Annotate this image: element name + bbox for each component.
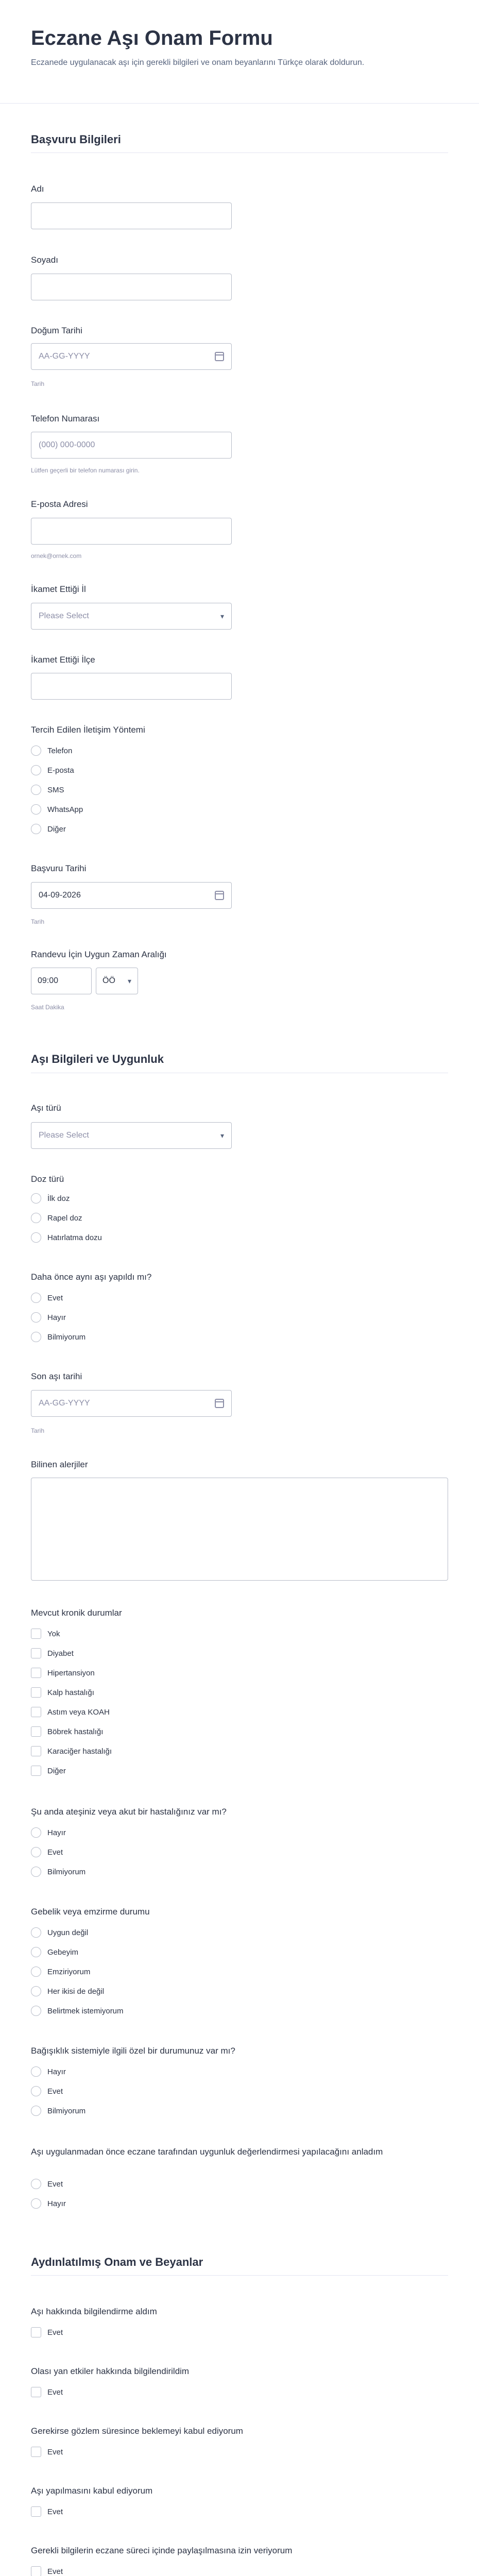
birthdate-placeholder: AA-GG-YYYY bbox=[39, 352, 90, 361]
ampm-value: ÖÖ bbox=[102, 976, 115, 985]
last-date-placeholder: AA-GG-YYYY bbox=[39, 1399, 90, 1408]
name-label: Adı bbox=[31, 184, 44, 194]
radio-button[interactable] bbox=[31, 1312, 41, 1323]
radio-option[interactable]: Hatırlatma dozu bbox=[31, 1232, 102, 1243]
checkbox-option[interactable]: Diyabet bbox=[31, 1648, 74, 1659]
app-date-value: 04-09-2026 bbox=[39, 891, 81, 900]
chronic-label: Mevcut kronik durumlar bbox=[31, 1608, 122, 1618]
checkbox-option[interactable]: Evet bbox=[31, 2327, 63, 2338]
appointment-label: Randevu İçin Uygun Zaman Aralığı bbox=[31, 950, 167, 959]
radio-button[interactable] bbox=[31, 1827, 41, 1838]
form-subtitle: Eczanede uygulanacak aşı için gerekli bilgileri ve onam beyanlarını Türkçe olarak doldurun. bbox=[31, 58, 365, 67]
checkbox[interactable] bbox=[31, 1648, 41, 1658]
contact-method-label: Tercih Edilen İletişim Yöntemi bbox=[31, 725, 145, 735]
fever-label: Şu anda ateşiniz veya akut bir hastalığınız var mı? bbox=[31, 1807, 227, 1817]
email-sublabel: ornek@ornek.com bbox=[31, 552, 82, 560]
radio-option[interactable]: Gebeyim bbox=[31, 1946, 78, 1958]
phone-input[interactable] bbox=[31, 432, 232, 459]
calendar-icon[interactable] bbox=[215, 891, 224, 900]
birthdate-input[interactable] bbox=[31, 343, 232, 370]
vaccine-type-select[interactable] bbox=[31, 1122, 232, 1149]
allergy-textarea[interactable] bbox=[31, 1478, 448, 1581]
district-label: İkamet Ettiği İlçe bbox=[31, 655, 95, 665]
pregnancy-label: Gebelik veya emzirme durumu bbox=[31, 1907, 150, 1917]
checkbox[interactable] bbox=[31, 1746, 41, 1756]
section-title-consent: Aydınlatılmış Onam ve Beyanlar bbox=[31, 2256, 203, 2268]
checkbox[interactable] bbox=[31, 1707, 41, 1717]
radio-button[interactable] bbox=[31, 1293, 41, 1303]
app-date-sublabel: Tarih bbox=[31, 918, 45, 925]
checkbox[interactable] bbox=[31, 1726, 41, 1737]
birthdate-label: Doğum Tarihi bbox=[31, 326, 82, 335]
surname-input[interactable] bbox=[31, 274, 232, 300]
radio-button[interactable] bbox=[31, 2066, 41, 2077]
checkbox-option[interactable]: Evet bbox=[31, 2446, 63, 2458]
city-label: İkamet Ettiği İl bbox=[31, 584, 86, 594]
section-divider bbox=[31, 2275, 448, 2276]
radio-button[interactable] bbox=[31, 2179, 41, 2189]
name-input[interactable] bbox=[31, 202, 232, 229]
radio-button[interactable] bbox=[31, 1332, 41, 1342]
radio-button[interactable] bbox=[31, 2106, 41, 2116]
checkbox-option[interactable]: Diğer bbox=[31, 1765, 66, 1776]
checkbox[interactable] bbox=[31, 1629, 41, 1639]
email-input[interactable] bbox=[31, 518, 232, 545]
radio-option[interactable]: Her ikisi de değil bbox=[31, 1986, 104, 1997]
radio-button[interactable] bbox=[31, 1867, 41, 1877]
radio-button[interactable] bbox=[31, 1193, 41, 1204]
radio-option[interactable]: Hayır bbox=[31, 1827, 66, 1838]
review-label: Aşı uygulanmadan önce eczane tarafından uygunluk değerlendirmesi yapılacağını anladım bbox=[31, 2147, 383, 2157]
birthdate-sublabel: Tarih bbox=[31, 380, 45, 387]
phone-sublabel: Lütfen geçerli bir telefon numarası girin. bbox=[31, 467, 140, 474]
city-select[interactable] bbox=[31, 603, 232, 630]
radio-button[interactable] bbox=[31, 804, 41, 815]
radio-option[interactable]: E-posta bbox=[31, 765, 74, 776]
checkbox-option[interactable]: Yok bbox=[31, 1628, 60, 1639]
form-title: Eczane Aşı Onam Formu bbox=[31, 27, 273, 49]
district-input[interactable] bbox=[31, 673, 232, 700]
consent-label: Olası yan etkiler hakkında bilgilendirildim bbox=[31, 2366, 190, 2376]
checkbox-option[interactable]: Astım veya KOAH bbox=[31, 1706, 110, 1718]
before-label: Daha önce aynı aşı yapıldı mı? bbox=[31, 1272, 152, 1282]
checkbox-option[interactable]: Kalp hastalığı bbox=[31, 1687, 94, 1698]
hour-minute-input[interactable] bbox=[31, 968, 92, 994]
consent-label: Aşı hakkında bilgilendirme aldım bbox=[31, 2307, 157, 2316]
radio-button[interactable] bbox=[31, 1213, 41, 1223]
radio-option[interactable]: İlk doz bbox=[31, 1193, 70, 1204]
allergy-label: Bilinen alerjiler bbox=[31, 1460, 88, 1469]
radio-option[interactable]: Emziriyorum bbox=[31, 1966, 90, 1977]
vaccine-type-placeholder: Please Select bbox=[39, 1131, 89, 1140]
radio-option[interactable]: Rapel doz bbox=[31, 1212, 82, 1224]
radio-option[interactable]: Hayır bbox=[31, 1312, 66, 1323]
section-title-application: Başvuru Bilgileri bbox=[31, 133, 121, 146]
app-date-label: Başvuru Tarihi bbox=[31, 863, 87, 873]
radio-option[interactable]: Bilmiyorum bbox=[31, 2105, 85, 2116]
chevron-down-icon: ▾ bbox=[220, 1131, 224, 1140]
radio-option[interactable]: Bilmiyorum bbox=[31, 1331, 85, 1343]
checkbox-option[interactable]: Evet bbox=[31, 2506, 63, 2517]
radio-button[interactable] bbox=[31, 765, 41, 775]
checkbox[interactable] bbox=[31, 1687, 41, 1698]
radio-option[interactable]: Telefon bbox=[31, 745, 72, 756]
surname-label: Soyadı bbox=[31, 255, 58, 265]
consent-label: Gerekirse gözlem süresince beklemeyi kabul ediyorum bbox=[31, 2426, 243, 2436]
phone-placeholder: (000) 000-0000 bbox=[39, 440, 95, 449]
radio-option[interactable]: Diğer bbox=[31, 823, 66, 835]
radio-button[interactable] bbox=[31, 2198, 41, 2209]
radio-button[interactable] bbox=[31, 1847, 41, 1857]
time-sublabel: Saat Dakika bbox=[31, 1004, 64, 1011]
vaccine-type-label: Aşı türü bbox=[31, 1103, 61, 1113]
checkbox[interactable] bbox=[31, 2506, 41, 2517]
checkbox[interactable] bbox=[31, 2387, 41, 2397]
radio-option[interactable]: SMS bbox=[31, 784, 64, 795]
ampm-select[interactable] bbox=[96, 968, 138, 994]
checkbox[interactable] bbox=[31, 2447, 41, 2457]
calendar-icon[interactable] bbox=[215, 352, 224, 361]
consent-label: Aşı yapılmasını kabul ediyorum bbox=[31, 2486, 153, 2496]
radio-button[interactable] bbox=[31, 1967, 41, 1977]
radio-option[interactable]: Belirtmek istemiyorum bbox=[31, 2005, 124, 2016]
radio-button[interactable] bbox=[31, 1947, 41, 1957]
radio-button[interactable] bbox=[31, 745, 41, 756]
checkbox[interactable] bbox=[31, 2327, 41, 2337]
radio-button[interactable] bbox=[31, 824, 41, 834]
chevron-down-icon: ▾ bbox=[220, 612, 224, 620]
checkbox-option[interactable]: Evet bbox=[31, 2566, 63, 2576]
radio-option[interactable]: Evet bbox=[31, 1292, 63, 1303]
section-divider bbox=[31, 152, 448, 153]
consent-label: Gerekli bilgilerin eczane süreci içinde paylaşılmasına izin veriyorum bbox=[31, 2546, 293, 2555]
radio-option[interactable]: Evet bbox=[31, 2086, 63, 2097]
checkbox-option[interactable]: Böbrek hastalığı bbox=[31, 1726, 103, 1737]
email-label: E-posta Adresi bbox=[31, 499, 88, 509]
radio-button[interactable] bbox=[31, 1232, 41, 1243]
radio-option[interactable]: Bilmiyorum bbox=[31, 1866, 85, 1877]
checkbox[interactable] bbox=[31, 1766, 41, 1776]
chevron-down-icon: ▾ bbox=[127, 976, 131, 985]
last-date-sublabel: Tarih bbox=[31, 1427, 45, 1434]
time-value: 09:00 bbox=[38, 976, 59, 985]
radio-option[interactable]: Uygun değil bbox=[31, 1927, 88, 1938]
radio-option[interactable]: Evet bbox=[31, 2178, 63, 2190]
radio-option[interactable]: Hayır bbox=[31, 2066, 66, 2077]
radio-button[interactable] bbox=[31, 2006, 41, 2016]
checkbox-option[interactable]: Hipertansiyon bbox=[31, 1667, 95, 1679]
radio-button[interactable] bbox=[31, 2086, 41, 2096]
calendar-icon[interactable] bbox=[215, 1399, 224, 1408]
last-date-input[interactable] bbox=[31, 1390, 232, 1417]
checkbox-option[interactable]: Karaciğer hastalığı bbox=[31, 1745, 112, 1757]
city-placeholder: Please Select bbox=[39, 612, 89, 620]
header-divider bbox=[0, 103, 479, 104]
radio-button[interactable] bbox=[31, 785, 41, 795]
radio-button[interactable] bbox=[31, 1927, 41, 1938]
radio-option[interactable]: Evet bbox=[31, 1846, 63, 1858]
app-date-input[interactable] bbox=[31, 882, 232, 909]
radio-button[interactable] bbox=[31, 1986, 41, 1996]
radio-option[interactable]: Hayır bbox=[31, 2198, 66, 2209]
radio-option[interactable]: WhatsApp bbox=[31, 804, 83, 815]
checkbox[interactable] bbox=[31, 1668, 41, 1678]
checkbox-option[interactable]: Evet bbox=[31, 2386, 63, 2398]
immune-label: Bağışıklık sistemiyle ilgili özel bir durumunuz var mı? bbox=[31, 2046, 235, 2056]
section-title-vaccine: Aşı Bilgileri ve Uygunluk bbox=[31, 1053, 164, 1065]
checkbox[interactable] bbox=[31, 2566, 41, 2576]
last-date-label: Son aşı tarihi bbox=[31, 1371, 82, 1381]
phone-label: Telefon Numarası bbox=[31, 414, 100, 423]
dose-label: Doz türü bbox=[31, 1174, 64, 1184]
